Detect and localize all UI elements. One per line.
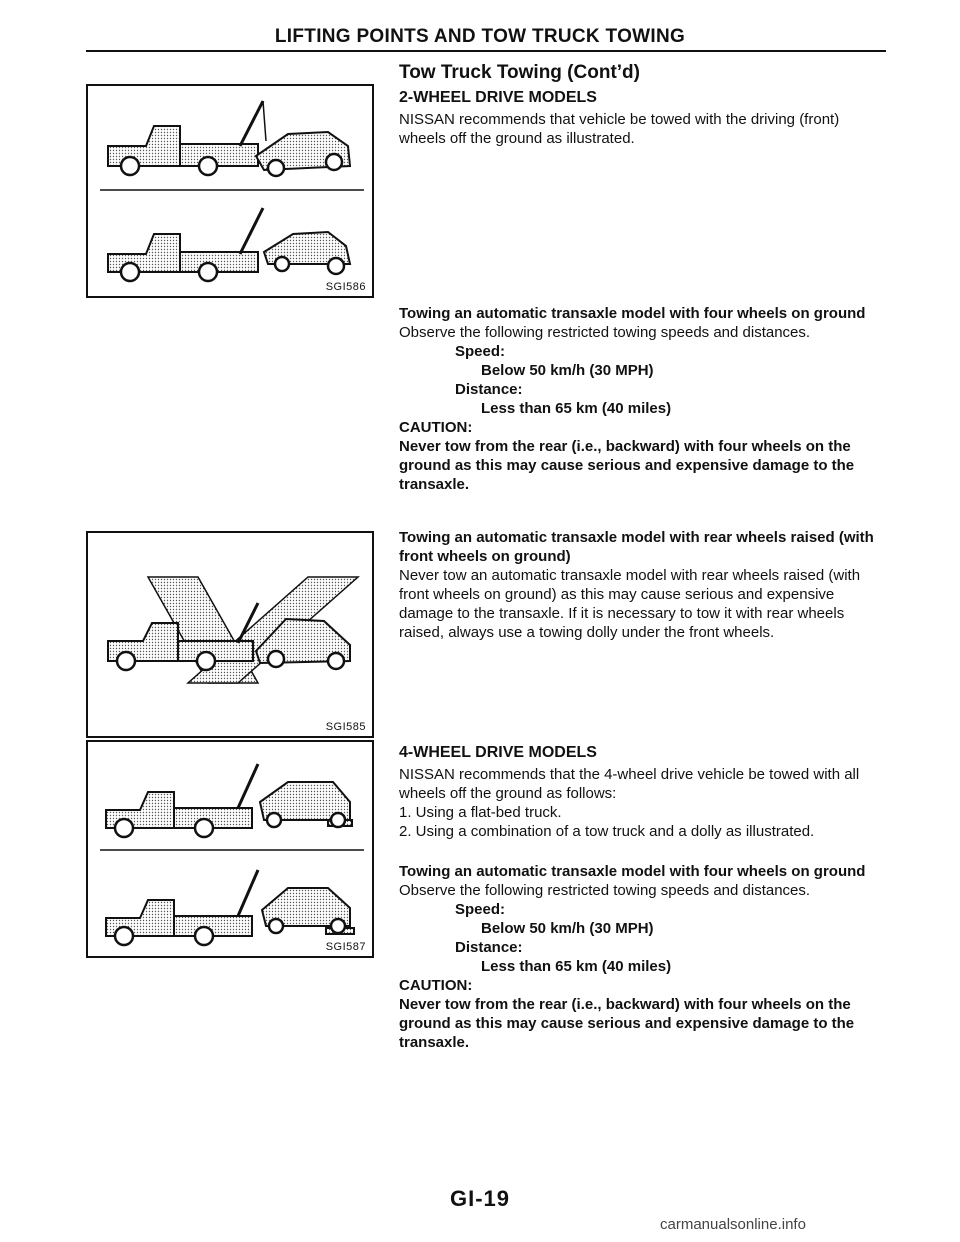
figure-code: SGI587 [325, 941, 366, 953]
list-item-2: 2. Using a combination of a tow truck and a dolly as illustrated. [399, 823, 815, 840]
caution-text: Never tow from the rear (i.e., backward) with four wheels on the ground as this may cause serious and expensive damage to the transaxle. [399, 996, 855, 1051]
speed-value: Below 50 km/h (30 MPH) [481, 362, 654, 379]
observe-text: Observe the following restricted towing speeds and distances. [399, 324, 811, 341]
speed-label: Speed: [455, 343, 506, 360]
distance-label: Distance: [455, 381, 523, 398]
heading-2wd: 2-WHEEL DRIVE MODELS [399, 89, 597, 106]
caution-text: Never tow from the rear (i.e., backward) with four wheels on the ground as this may cause serious and expensive damage to the transaxle. [399, 438, 855, 493]
intro-4wd: NISSAN recommends that the 4-wheel drive vehicle be towed with all wheels off the ground as follows: [399, 766, 860, 802]
section-4wd [399, 743, 889, 841]
subheading: Towing an automatic transaxle model with four wheels on ground [399, 305, 866, 322]
page-number: GI-19 [449, 1186, 511, 1211]
tow-truck-illustration [88, 86, 376, 300]
body-text: Never tow an automatic transaxle model with rear wheels raised (with front wheels on ground) as this may cause serious and expensive damage to the transaxle. If it is necessary to tow it with rear wheels raised, always use a towing dolly under the front wheels. [399, 567, 861, 641]
figure-tow-front-raised [86, 84, 374, 298]
dolly-tow-illustration [88, 742, 376, 960]
distance-value: Less than 65 km (40 miles) [481, 958, 672, 975]
subheading: Towing an automatic transaxle model with rear wheels raised (with front wheels on ground) [399, 529, 874, 565]
section-2wd-intro [399, 62, 889, 148]
truck-top [108, 101, 350, 170]
caution-label: CAUTION: [399, 419, 473, 436]
subheading: Towing an automatic transaxle model with four wheels on ground [399, 863, 866, 880]
observe-text: Observe the following restricted towing speeds and distances. [399, 882, 811, 899]
section-2wd-four-wheels [399, 304, 889, 494]
page-header: LIFTING POINTS AND TOW TRUCK TOWING [274, 26, 686, 47]
distance-label: Distance: [455, 939, 523, 956]
list-item-1: 1. Using a flat-bed truck. [399, 804, 562, 821]
section-2wd-rear-raised [399, 528, 889, 642]
caution-label: CAUTION: [399, 977, 473, 994]
figure-rear-raised-prohibited [86, 531, 374, 738]
intro-2wd: NISSAN recommends that vehicle be towed with the driving (front) wheels off the ground as illustrated. [399, 111, 840, 147]
distance-value: Less than 65 km (40 miles) [481, 400, 672, 417]
speed-value: Below 50 km/h (30 MPH) [481, 920, 654, 937]
speed-label: Speed: [455, 901, 506, 918]
prohibited-tow-illustration [88, 533, 376, 740]
heading-4wd: 4-WHEEL DRIVE MODELS [399, 744, 597, 761]
figure-code: SGI586 [325, 281, 366, 293]
figure-code: SGI585 [325, 721, 366, 733]
section-title: Tow Truck Towing (Cont’d) [399, 62, 640, 83]
section-4wd-four-wheels [399, 862, 889, 1052]
header-rule [86, 50, 886, 52]
figure-4wd-dolly-tow [86, 740, 374, 958]
watermark: carmanualsonline.info [660, 1216, 806, 1233]
